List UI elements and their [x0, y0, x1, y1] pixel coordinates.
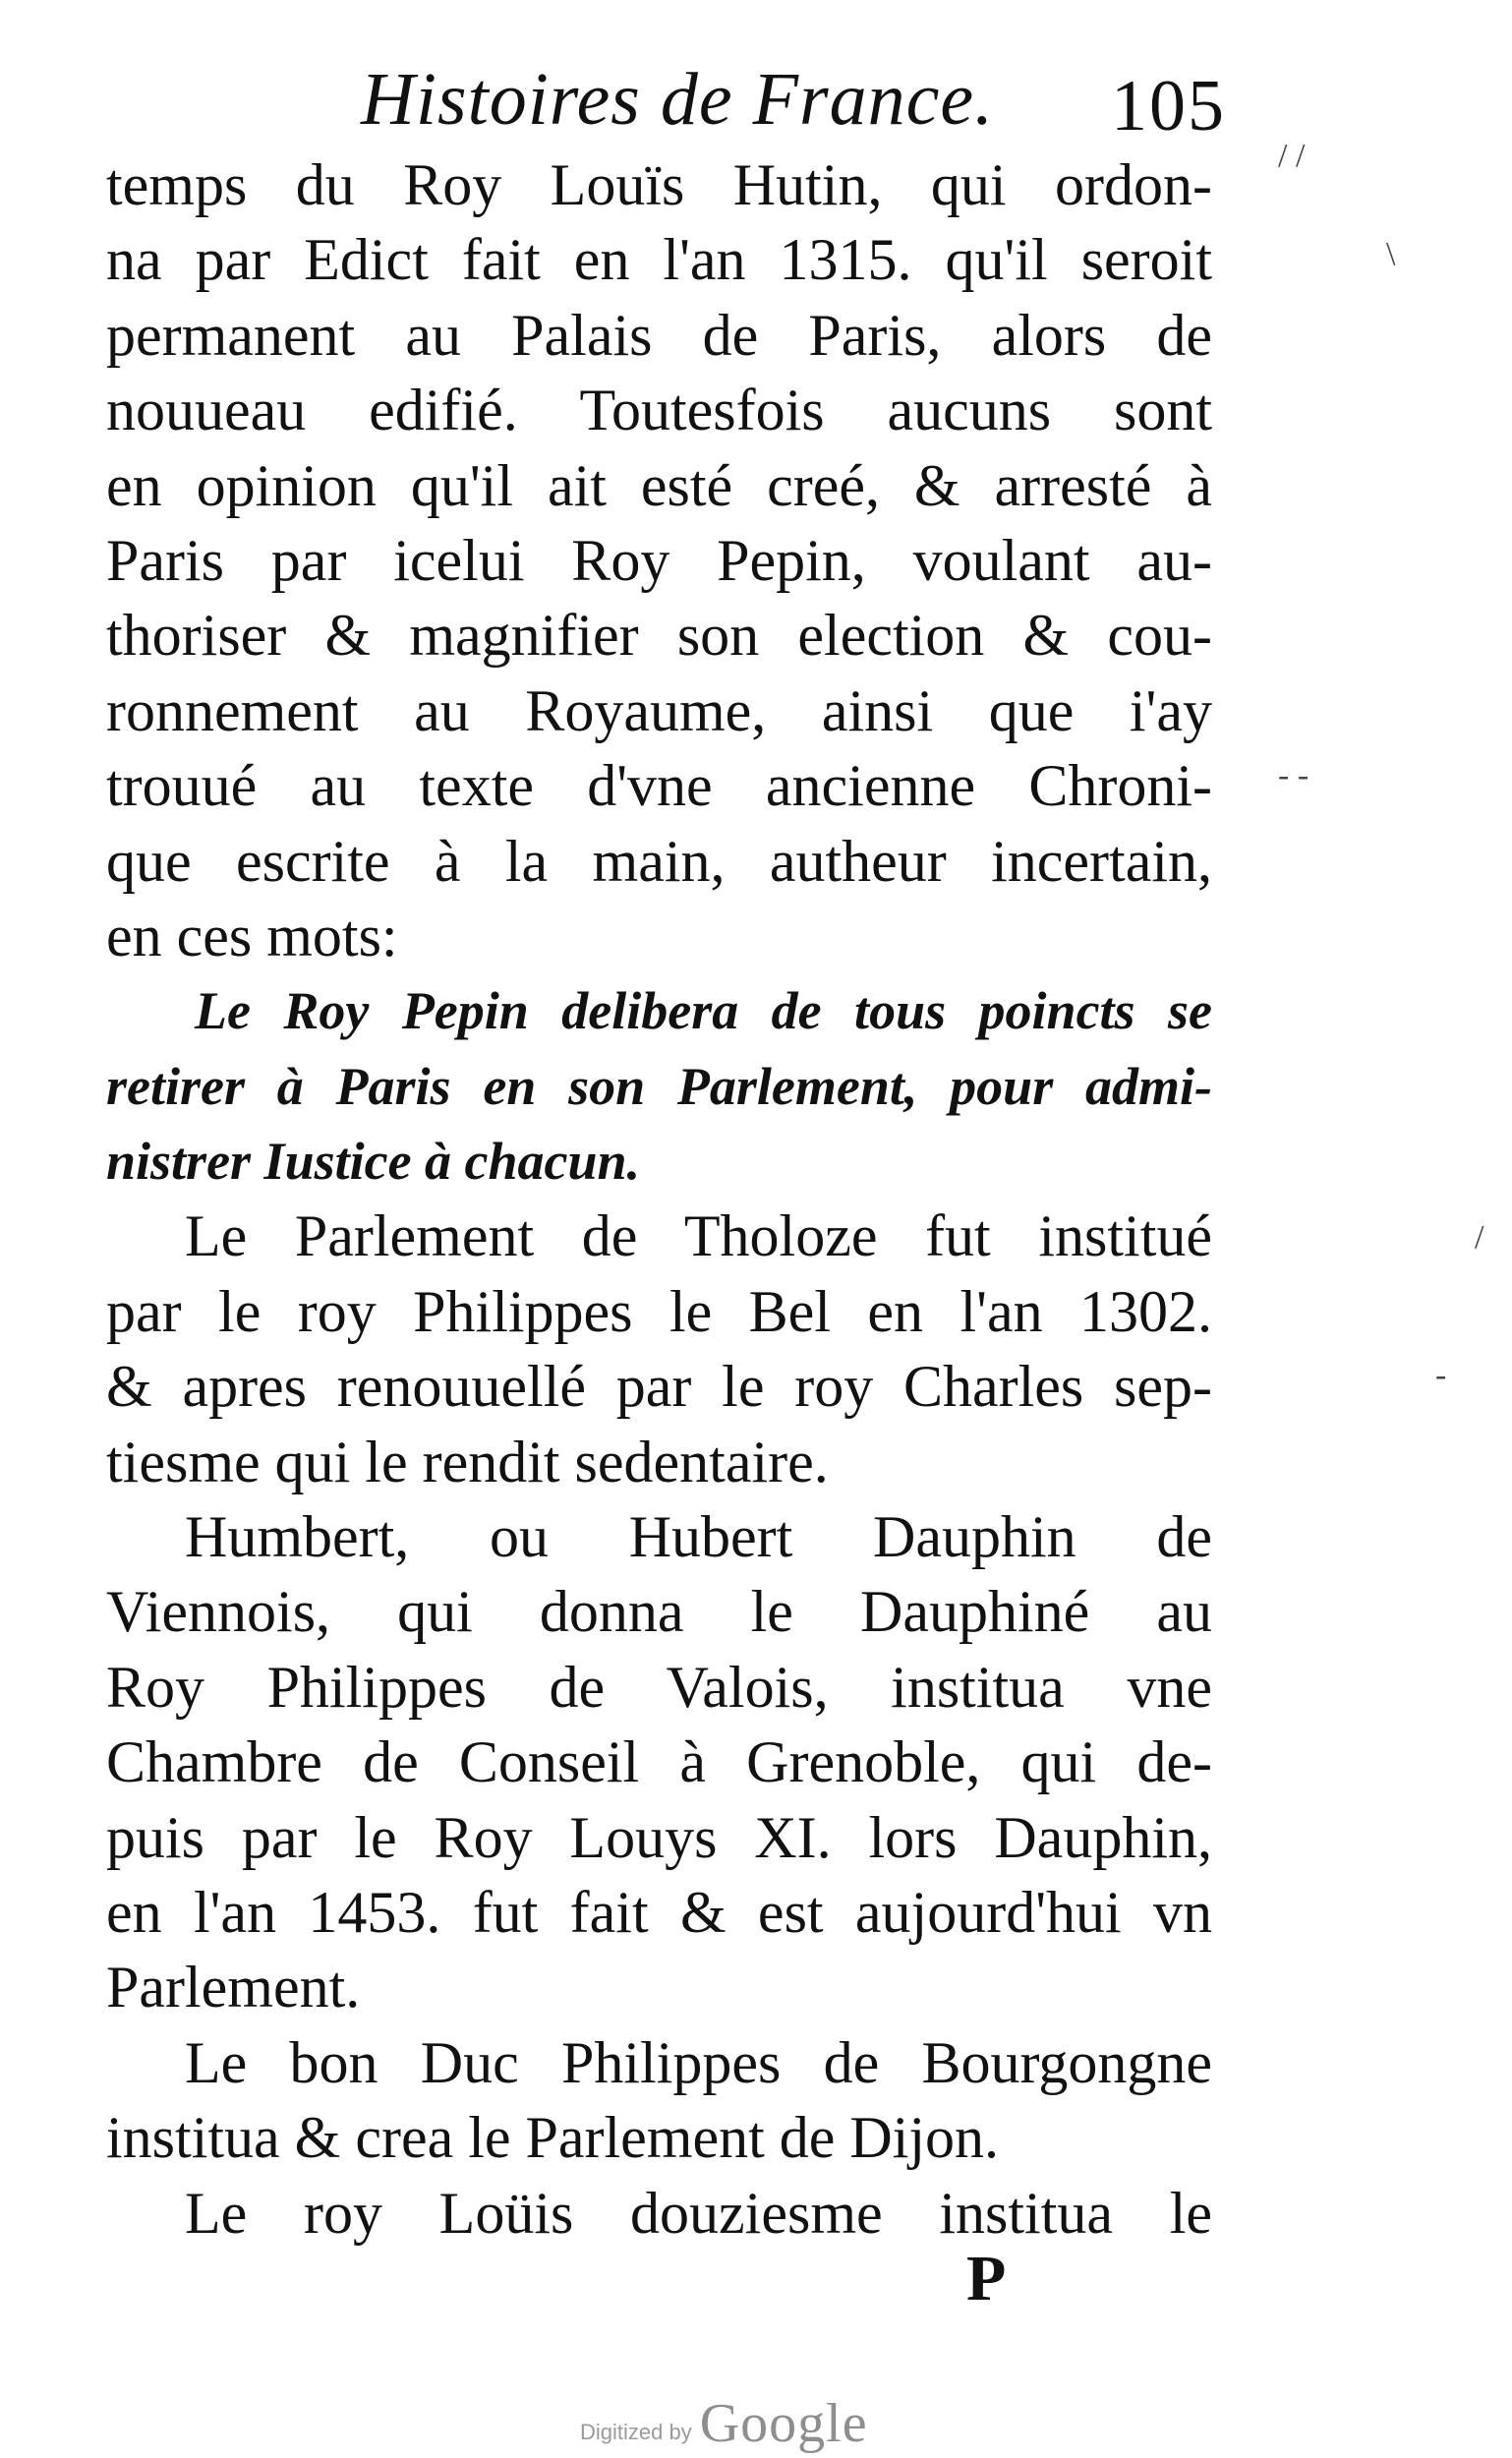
- google-logo: Google: [699, 2393, 868, 2454]
- digitization-watermark: [580, 2392, 934, 2454]
- text-line: en ces mots:: [106, 903, 398, 968]
- chronicle-quote: [106, 973, 1212, 1199]
- margin-mark: - -: [1278, 757, 1309, 793]
- text-line: en opinion qu'il ait esté creé, & arresté à: [106, 452, 1212, 518]
- margin-mark: \: [1386, 236, 1396, 272]
- margin-mark: / /: [1278, 138, 1306, 174]
- text-line: & apres renouuellé par le roy Charles sep-: [106, 1354, 1212, 1420]
- text-line: Parlement.: [106, 1955, 361, 2020]
- paragraph-tholoze: [106, 1199, 1212, 1499]
- text-line: que escrite à la main, autheur incertain,: [106, 828, 1212, 894]
- text-line: permanent au Palais de Paris, alors de: [106, 302, 1212, 368]
- text-line: Chambre de Conseil à Grenoble, qui de-: [106, 1729, 1212, 1795]
- text-line: temps du Roy Louïs Hutin, qui ordon-: [106, 152, 1212, 217]
- paragraph-1: [106, 147, 1212, 973]
- text-line: tiesme qui le rendit sedentaire.: [106, 1429, 829, 1494]
- text-line: trouué au texte d'vne ancienne Chroni-: [106, 753, 1212, 819]
- text-line: na par Edict fait en l'an 1315. qu'il seroit: [106, 227, 1212, 293]
- text-line: par le roy Philippes le Bel en l'an 1302.: [106, 1278, 1212, 1344]
- text-line: Roy Philippes de Valois, institua vne: [106, 1654, 1212, 1720]
- quote-line: retirer à Paris en son Parlement, pour admi-: [106, 1056, 1212, 1116]
- text-line: Le roy Loüis douziesme institua le: [185, 2180, 1212, 2246]
- text-line: thoriser & magnifier son election & cou-: [106, 603, 1212, 669]
- text-line: Humbert, ou Hubert Dauphin de: [185, 1504, 1212, 1570]
- running-title: Histoires de France.: [361, 58, 995, 141]
- text-line: institua & crea le Parlement de Dijon.: [106, 2105, 1000, 2171]
- text-line: Le bon Duc Philippes de Bourgongne: [185, 2029, 1212, 2095]
- text-line: nouueau edifié. Toutesfois aucuns sont: [106, 378, 1212, 443]
- paragraph-louis: [106, 2176, 1212, 2251]
- quote-line: nistrer Iustice à chacun.: [106, 1132, 641, 1192]
- text-line: Viennois, qui donna le Dauphiné au: [106, 1579, 1212, 1645]
- page-number: 105: [1111, 66, 1226, 146]
- margin-mark: /: [1475, 1219, 1484, 1256]
- text-line: Le Parlement de Tholoze fut institué: [185, 1203, 1212, 1269]
- body-text: [106, 147, 1212, 2251]
- quote-line: Le Roy Pepin delibera de tous poincts se: [195, 981, 1212, 1041]
- text-line: en l'an 1453. fut fait & est aujourd'hui vn: [106, 1879, 1212, 1945]
- catchword: P: [966, 2243, 1007, 2314]
- text-line: puis par le Roy Louys XI. lors Dauphin,: [106, 1804, 1212, 1870]
- margin-mark: -: [1435, 1357, 1447, 1393]
- text-line: ronnement au Royaume, ainsi que i'ay: [106, 677, 1212, 743]
- digitized-label: Digitized by: [580, 2420, 692, 2444]
- paragraph-grenoble: [106, 1499, 1212, 2025]
- text-line: Paris par icelui Roy Pepin, voulant au-: [106, 527, 1212, 593]
- paragraph-dijon: [106, 2025, 1212, 2176]
